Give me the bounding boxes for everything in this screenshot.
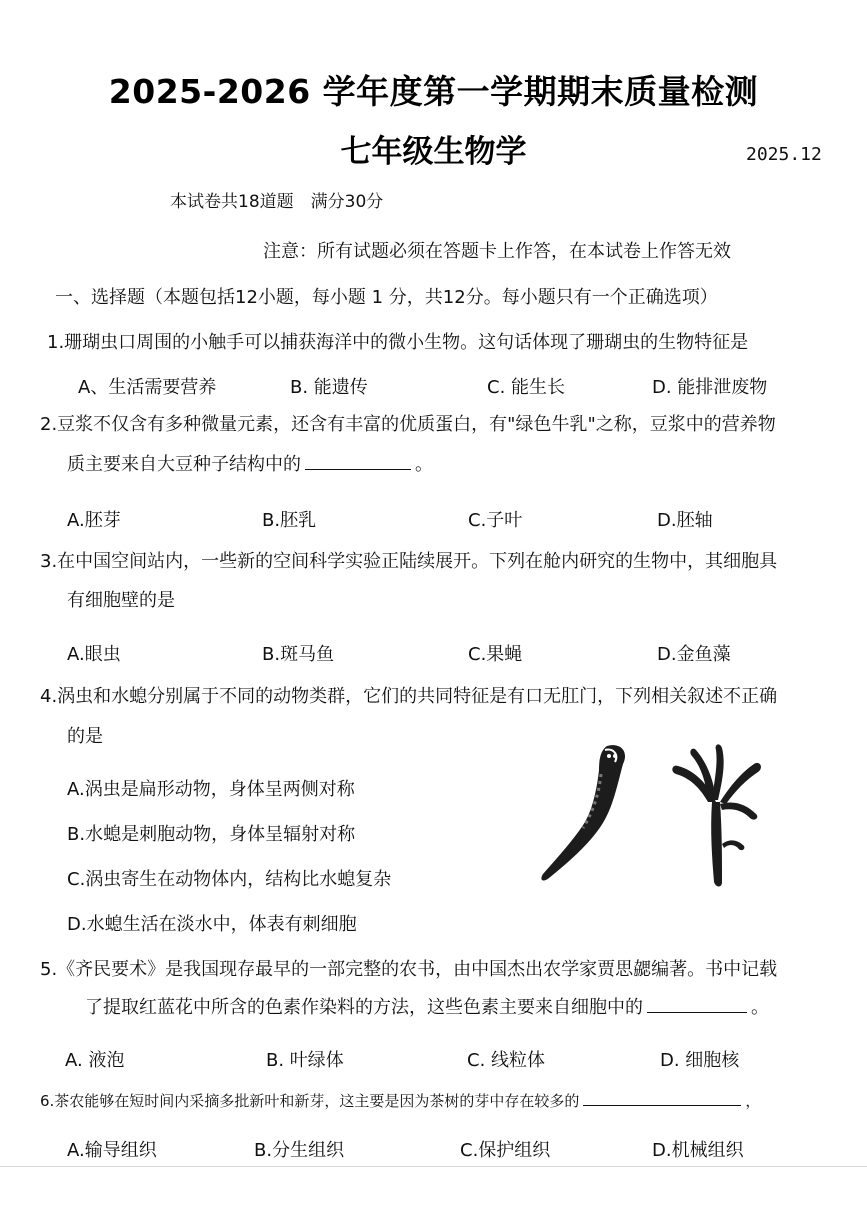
answer-blank — [305, 468, 411, 470]
question-2-stem-text: 质主要来自大豆种子结构中的 — [67, 454, 301, 475]
question-6-option-a: A.输导组织 — [67, 1140, 157, 1161]
question-4-option-b: B.水螅是刺胞动物，身体呈辐射对称 — [67, 824, 356, 845]
question-4-option-d: D.水螅生活在淡水中，体表有刺细胞 — [67, 914, 357, 935]
answer-blank — [647, 1011, 747, 1013]
exam-notice: 注意：所有试题必须在答题卡上作答，在本试卷上作答无效 — [263, 241, 731, 262]
page-bottom-divider — [0, 1166, 867, 1167]
question-6-stem-text: 6.茶农能够在短时间内采摘多批新叶和新芽，这主要是因为茶树的芽中存在较多的 — [40, 1092, 580, 1110]
question-2-option-a: A.胚芽 — [67, 510, 121, 531]
question-4-option-a: A.涡虫是扁形动物，身体呈两侧对称 — [67, 779, 355, 800]
question-6-stem-end: ， — [745, 1092, 761, 1110]
question-5-option-d: D. 细胞核 — [660, 1050, 740, 1071]
question-6-stem — [40, 1090, 760, 1111]
question-1-option-b: B. 能遗传 — [290, 377, 368, 398]
exam-date: 2025.12 — [746, 144, 822, 165]
question-5-stem-line1: 5.《齐民要术》是我国现存最早的一部完整的农书，由中国杰出农学家贾思勰编著。书中记载 — [40, 959, 778, 980]
question-2-option-d: D.胚轴 — [657, 510, 713, 531]
question-4-option-c: C.涡虫寄生在动物体内，结构比水螅复杂 — [67, 869, 392, 890]
question-3-stem-line2: 有细胞壁的是 — [67, 590, 175, 611]
question-3-option-a: A.眼虫 — [67, 644, 121, 665]
question-5-option-a: A. 液泡 — [65, 1050, 125, 1071]
question-4-stem-line2: 的是 — [67, 726, 103, 747]
question-2-option-b: B.胚乳 — [262, 510, 317, 531]
question-1-option-c: C. 能生长 — [487, 377, 566, 398]
answer-blank — [583, 1104, 741, 1106]
question-5-option-b: B. 叶绿体 — [266, 1050, 344, 1071]
exam-info: 本试卷共18道题 满分30分 — [170, 192, 384, 212]
exam-subtitle: 七年级生物学 — [340, 134, 527, 170]
question-6-option-c: C.保护组织 — [460, 1140, 551, 1161]
question-2-option-c: C.子叶 — [468, 510, 523, 531]
question-1-option-d: D. 能排泄废物 — [652, 377, 768, 398]
question-3-stem-line1: 3.在中国空间站内，一些新的空间科学实验正陆续展开。下列在舱内研究的生物中，其细胞具 — [40, 551, 778, 572]
question-5-stem-end: 。 — [751, 997, 769, 1018]
question-6-option-b: B.分生组织 — [254, 1140, 345, 1161]
flatworm-illustration — [535, 738, 635, 890]
question-3-option-c: C.果蝇 — [468, 644, 523, 665]
question-3-option-d: D.金鱼藻 — [657, 644, 731, 665]
question-2-stem-line2 — [67, 450, 433, 476]
question-1-stem: 1.珊瑚虫口周围的小触手可以捕获海洋中的微小生物。这句话体现了珊瑚虫的生物特征是 — [47, 332, 749, 353]
section-title: 一、选择题（本题包括12小题，每小题 1 分，共12分。每小题只有一个正确选项） — [55, 287, 718, 308]
exam-title: 2025-2026 学年度第一学期期末质量检测 — [108, 72, 759, 111]
question-5-stem-text: 了提取红蓝花中所含的色素作染料的方法，这些色素主要来自细胞中的 — [85, 997, 643, 1018]
question-6-option-d: D.机械组织 — [652, 1140, 744, 1161]
question-2-stem-end: 。 — [415, 454, 433, 475]
question-5-option-c: C. 线粒体 — [467, 1050, 546, 1071]
question-1-option-a: A、生活需要营养 — [78, 377, 217, 398]
question-2-stem-line1: 2.豆浆不仅含有多种微量元素，还含有丰富的优质蛋白，有"绿色牛乳"之称，豆浆中的营养物 — [40, 414, 776, 435]
question-4-stem-line1: 4.涡虫和水螅分别属于不同的动物类群，它们的共同特征是有口无肛门，下列相关叙述不正确 — [40, 686, 778, 707]
question-5-stem-line2 — [85, 993, 769, 1019]
question-3-option-b: B.斑马鱼 — [262, 644, 335, 665]
hydra-illustration — [668, 740, 764, 890]
